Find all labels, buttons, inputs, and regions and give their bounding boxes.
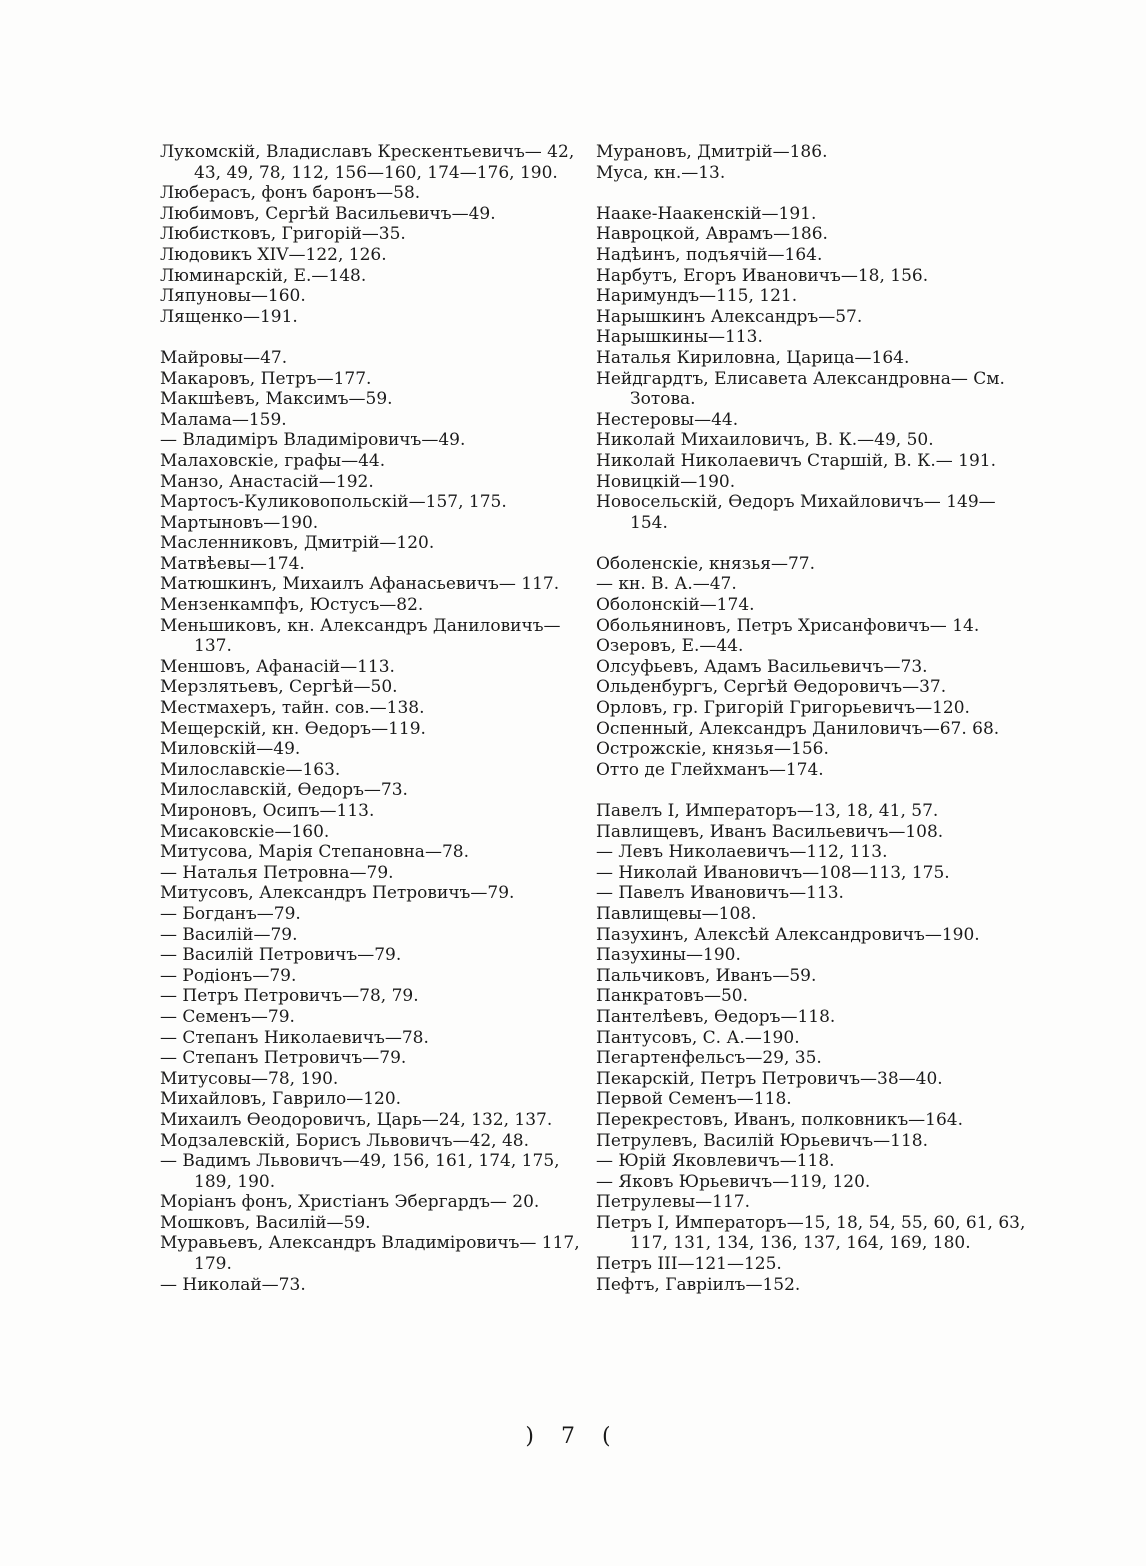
index-entry: Петрулевъ, Василій Юрьевичъ—118. xyxy=(596,1130,928,1151)
index-entry: Нарышкинъ Александръ—57. xyxy=(596,306,863,327)
index-entry: Лукомскій, Владиславъ Крескентьевичъ— 42, 43, 49, 78, 112, 156—160, 174—176, 190. xyxy=(160,142,575,183)
index-entry: — Родіонъ—79. xyxy=(160,965,297,986)
index-entry: Николай Михаиловичъ, В. К.—49, 50. xyxy=(596,430,934,451)
index-entry: Оболенскіе, князья—77. xyxy=(596,553,816,574)
index-entry: Мартыновъ—190. xyxy=(160,512,319,533)
section-gap xyxy=(596,183,1026,204)
index-entry: — Владиміръ Владиміровичъ—49. xyxy=(160,430,466,451)
index-entry: Михайловъ, Гаврило—120. xyxy=(160,1089,402,1110)
index-entry: Люберасъ, фонъ баронъ—58. xyxy=(160,183,421,204)
index-entry: Матвѣевы—174. xyxy=(160,553,305,574)
index-entry: — Николай Ивановичъ—108—113, 175. xyxy=(596,862,950,883)
index-entry: Ляпуновы—160. xyxy=(160,286,306,307)
index-entry: Нааке-Наакенскій—191. xyxy=(596,203,817,224)
section-gap xyxy=(160,327,590,348)
index-entry: — Петръ Петровичъ—78, 79. xyxy=(160,986,419,1007)
index-entry: Меньшиковъ, кн. Александръ Даниловичъ—137. xyxy=(160,615,561,657)
index-entry: Лященко—191. xyxy=(160,306,298,327)
index-entry: Петръ I, Императоръ—15, 18, 54, 55, 60, 61, 63, 117, 131, 134, 136, 137, 164, 169, 180. xyxy=(596,1212,1026,1254)
index-entry: Любимовъ, Сергѣй Васильевичъ—49. xyxy=(160,203,496,224)
index-entry: Моріанъ фонъ, Христіанъ Эбергардъ— 20. xyxy=(160,1192,540,1213)
index-entry: Мисаковскіе—160. xyxy=(160,821,330,842)
index-entry: Пантелѣевъ, Өедоръ—118. xyxy=(596,1006,836,1027)
index-entry: Митусова, Марія Степановна—78. xyxy=(160,842,469,863)
index-entry: Пальчиковъ, Иванъ—59. xyxy=(596,965,817,986)
index-entry: Наримундъ—115, 121. xyxy=(596,286,798,307)
index-entry: — Богданъ—79. xyxy=(160,903,301,924)
index-entry: — Василій Петровичъ—79. xyxy=(160,945,402,966)
index-column-right xyxy=(596,142,1026,1295)
index-entry: Нейдгардтъ, Елисавета Александровна— См. Зотова. xyxy=(596,368,1005,410)
index-entry: Новосельскій, Өедоръ Михайловичъ— 149—154. xyxy=(596,492,996,533)
index-entry: — Яковъ Юрьевичъ—119, 120. xyxy=(596,1171,871,1192)
index-entry: Малама—159. xyxy=(160,409,287,430)
index-entry: Милославскій, Өедоръ—73. xyxy=(160,780,408,801)
index-entry: Макаровъ, Петръ—177. xyxy=(160,368,372,389)
index-entry: Озеровъ, Е.—44. xyxy=(596,636,744,657)
index-entry: — Семенъ—79. xyxy=(160,1006,295,1027)
index-entry: — Степанъ Николаевичъ—78. xyxy=(160,1027,429,1048)
index-entry: — Степанъ Петровичъ—79. xyxy=(160,1048,407,1069)
index-entry: Павелъ I, Императоръ—13, 18, 41, 57. xyxy=(596,801,939,821)
index-entry: Петръ III—121—125. xyxy=(596,1254,782,1275)
index-entry: Люминарскій, Е.—148. xyxy=(160,265,367,286)
index-entry: Мироновъ, Осипъ—113. xyxy=(160,801,375,821)
index-entry: Меншовъ, Афанасій—113. xyxy=(160,656,395,677)
index-entry: Милославскіе—163. xyxy=(160,759,341,780)
index-entry: — Вадимъ Львовичъ—49, 156, 161, 174, 175, 189, 190. xyxy=(160,1151,560,1192)
index-entry: Муса, кн.—13. xyxy=(596,162,726,183)
index-entry: Панкратовъ—50. xyxy=(596,986,748,1007)
index-entry: Малаховскіе, графы—44. xyxy=(160,450,386,471)
index-entry: Нарбутъ, Егоръ Ивановичъ—18, 156. xyxy=(596,265,929,286)
index-entry: Масленниковъ, Дмитрій—120. xyxy=(160,533,435,554)
index-entry: Модзалевскій, Борисъ Львовичъ—42, 48. xyxy=(160,1130,530,1151)
section-gap xyxy=(596,780,1026,801)
index-entry: Пефтъ, Гавріилъ—152. xyxy=(596,1274,801,1295)
index-entry: Мерзлятьевъ, Сергѣй—50. xyxy=(160,677,398,698)
index-entry: Оспенный, Александръ Даниловичъ—67. 68. xyxy=(596,718,1000,739)
index-entry: Пантусовъ, С. А.—190. xyxy=(596,1027,800,1048)
index-entry: Павлищевъ, Иванъ Васильевичъ—108. xyxy=(596,821,944,842)
index-entry: Обольяниновъ, Петръ Хрисанфовичъ— 14. xyxy=(596,615,980,636)
index-entry: Мензенкампфъ, Юстусъ—82. xyxy=(160,595,424,616)
index-entry: Николай Николаевичъ Старшій, В. К.— 191. xyxy=(596,450,996,471)
index-entry: Мартосъ-Куликовопольскій—157, 175. xyxy=(160,492,507,513)
index-entry: Отто де Глейхманъ—174. xyxy=(596,759,824,780)
index-entry: Людовикъ XIV—122, 126. xyxy=(160,244,387,265)
index-entry: Наталья Кириловна, Царица—164. xyxy=(596,347,910,368)
index-entry: Макшѣевъ, Максимъ—59. xyxy=(160,389,393,410)
index-entry: Нарышкины—113. xyxy=(596,327,763,348)
index-entry: Острожскіе, князья—156. xyxy=(596,739,829,760)
index-entry: — Павелъ Ивановичъ—113. xyxy=(596,883,844,904)
index-entry: Митусовы—78, 190. xyxy=(160,1068,339,1089)
index-entry: Надѣинъ, подъячій—164. xyxy=(596,244,823,265)
index-entry: Петрулевы—117. xyxy=(596,1192,750,1213)
index-entry: Михаилъ Өеодоровичъ, Царь—24, 132, 137. xyxy=(160,1109,553,1130)
index-entry: — Юрій Яковлевичъ—118. xyxy=(596,1151,835,1172)
index-entry: Нестеровы—44. xyxy=(596,409,739,430)
index-entry: Перекрестовъ, Иванъ, полковникъ—164. xyxy=(596,1109,963,1130)
index-entry: Первой Семенъ—118. xyxy=(596,1089,792,1110)
index-entry: — Василій—79. xyxy=(160,924,298,945)
index-entry: Пегартенфельсъ—29, 35. xyxy=(596,1048,822,1069)
index-entry: Манзо, Анастасій—192. xyxy=(160,471,374,492)
index-entry: — Николай—73. xyxy=(160,1274,306,1295)
index-entry: Новицкій—190. xyxy=(596,471,736,492)
index-entry: Павлищевы—108. xyxy=(596,903,757,924)
index-entry: Пазухины—190. xyxy=(596,945,741,966)
index-entry: Майровы—47. xyxy=(160,347,288,368)
index-entry: Любистковъ, Григорій—35. xyxy=(160,224,406,245)
index-column-left xyxy=(160,142,590,1295)
index-entry: — кн. В. А.—47. xyxy=(596,574,737,595)
index-entry: — Левъ Николаевичъ—112, 113. xyxy=(596,842,888,863)
index-entry: — Наталья Петровна—79. xyxy=(160,862,394,883)
index-entry: Пазухинъ, Алексѣй Александровичъ—190. xyxy=(596,924,980,945)
section-gap xyxy=(596,533,1026,554)
index-entry: Митусовъ, Александръ Петровичъ—79. xyxy=(160,883,515,904)
index-entry: Орловъ, гр. Григорій Григорьевичъ—120. xyxy=(596,698,970,719)
index-entry: Миловскій—49. xyxy=(160,739,301,760)
index-entry: Оболонскій—174. xyxy=(596,595,755,616)
index-entry: Ольденбургъ, Сергѣй Өедоровичъ—37. xyxy=(596,677,947,698)
index-entry: Навроцкой, Аврамъ—186. xyxy=(596,224,828,245)
index-entry: Матюшкинъ, Михаилъ Афанасьевичъ— 117. xyxy=(160,574,560,595)
page-number: ) 7 ( xyxy=(525,1424,621,1449)
index-entry: Муравьевъ, Александръ Владиміровичъ— 117, 179. xyxy=(160,1233,580,1275)
index-entry: Мурановъ, Дмитрій—186. xyxy=(596,142,828,162)
index-entry: Местмахеръ, тайн. сов.—138. xyxy=(160,698,425,719)
index-entry: Пекарскій, Петръ Петровичъ—38—40. xyxy=(596,1068,943,1089)
index-entry: Мошковъ, Василій—59. xyxy=(160,1212,371,1233)
index-entry: Мещерскій, кн. Өедоръ—119. xyxy=(160,718,426,739)
index-entry: Олсуфьевъ, Адамъ Васильевичъ—73. xyxy=(596,656,928,677)
